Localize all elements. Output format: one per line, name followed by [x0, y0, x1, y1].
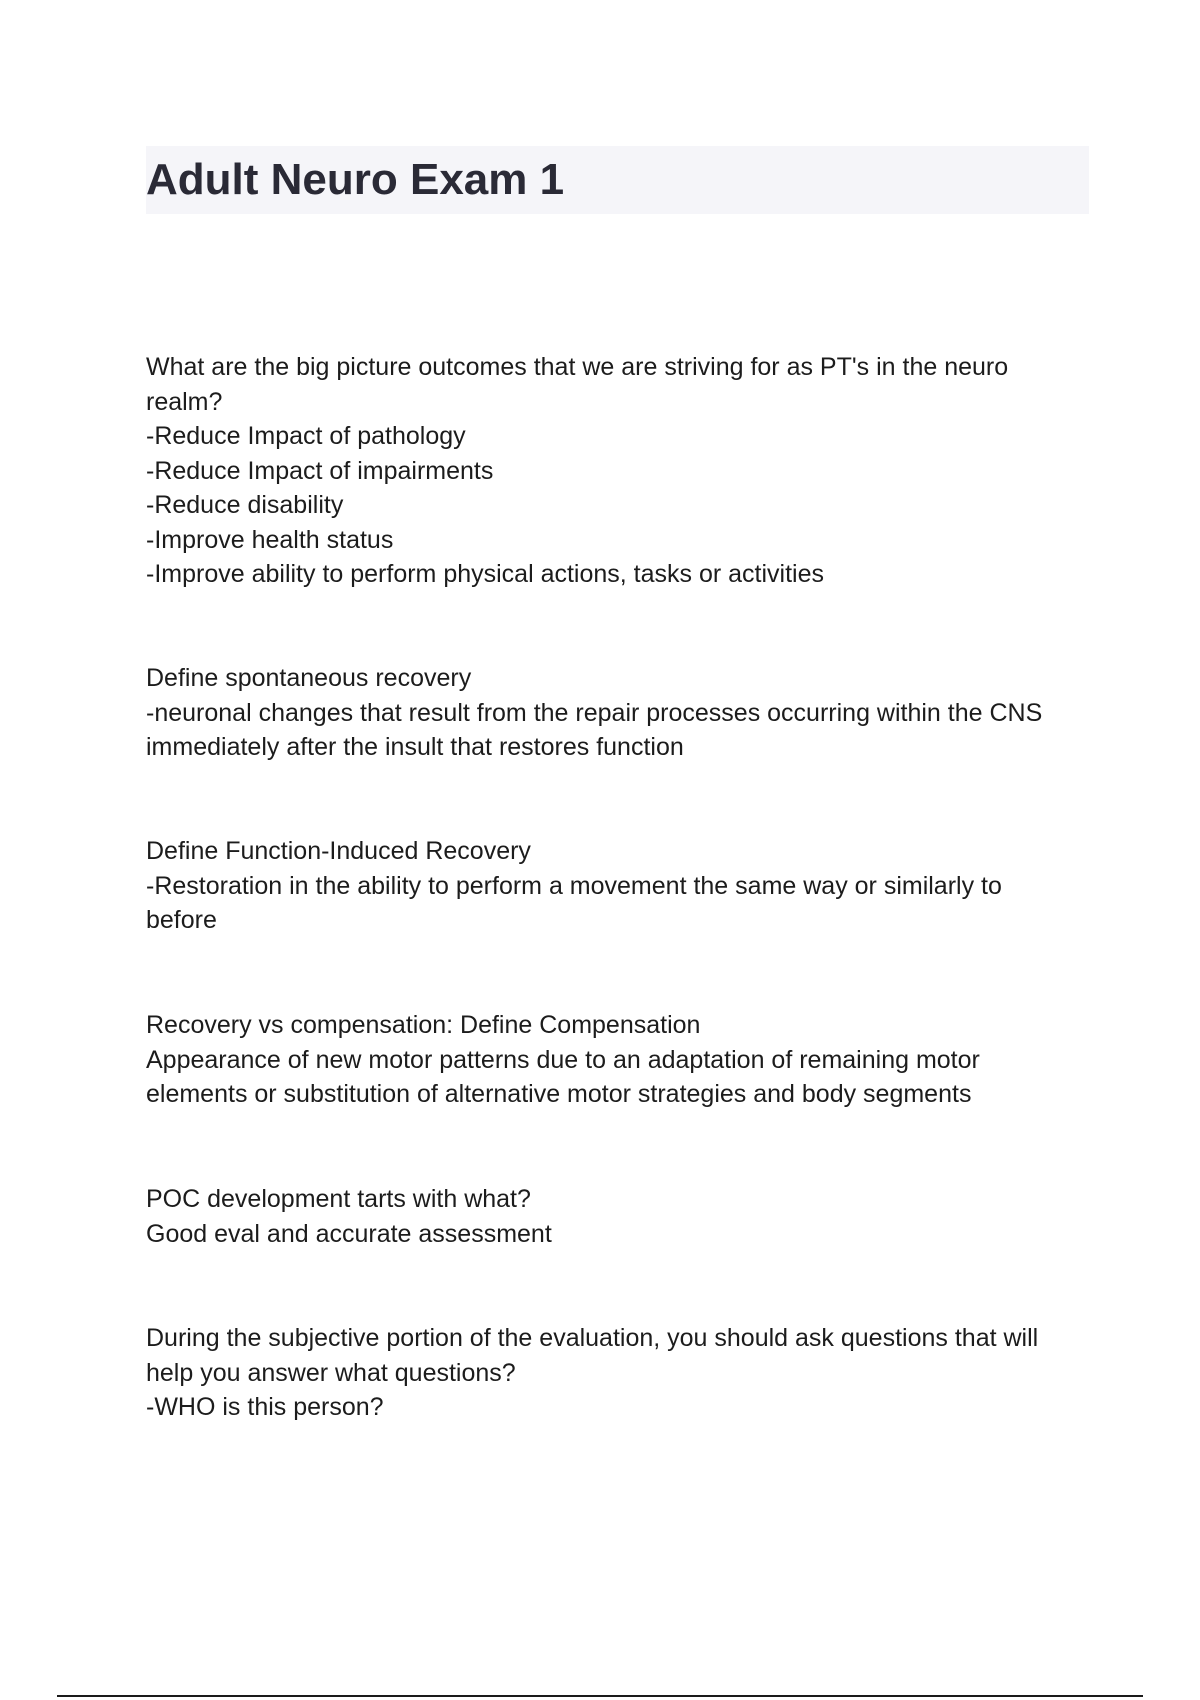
question-text: Recovery vs compensation: Define Compensation — [146, 1011, 701, 1039]
answer-line: immediately after the insult that restores function — [146, 733, 684, 761]
question-text: POC development tarts with what? — [146, 1185, 531, 1213]
answer-line: elements or substitution of alternative motor strategies and body segments — [146, 1080, 972, 1108]
title-banner — [146, 146, 1089, 214]
page-title: Adult Neuro Exam 1 — [146, 155, 565, 204]
qa-card-1 — [146, 350, 1096, 592]
answer-line: -Reduce Impact of impairments — [146, 456, 494, 485]
answer-line: before — [146, 906, 217, 934]
question-text: During the subjective portion of the evaluation, you should ask questions that will — [146, 1324, 1039, 1352]
answer-line: -Reduce Impact of pathology — [146, 422, 466, 450]
qa-card-2 — [146, 661, 1096, 765]
question-text: What are the big picture outcomes that we are striving for as PT's in the neuro — [146, 353, 1009, 381]
qa-card-6 — [146, 1321, 1096, 1425]
question-text: realm? — [146, 387, 223, 416]
answer-line: -Reduce disability — [146, 491, 344, 519]
qa-card-5 — [146, 1182, 1096, 1251]
answer-line: Good eval and accurate assessment — [146, 1219, 552, 1248]
qa-card-3 — [146, 834, 1096, 938]
footer-divider — [57, 1695, 1143, 1697]
answer-line: -Improve health status — [146, 525, 394, 554]
question-text: Define Function-Induced Recovery — [146, 837, 531, 865]
question-text: Define spontaneous recovery — [146, 664, 472, 692]
answer-line: -Improve ability to perform physical actions, tasks or activities — [146, 560, 825, 588]
answer-line: Appearance of new motor patterns due to an adaptation of remaining motor — [146, 1045, 980, 1074]
answer-line: -neuronal changes that result from the repair processes occurring within the CNS — [146, 698, 1043, 727]
question-text: help you answer what questions? — [146, 1358, 516, 1387]
answer-line: -Restoration in the ability to perform a movement the same way or similarly to — [146, 871, 1002, 900]
qa-card-4 — [146, 1008, 1096, 1112]
answer-line: -WHO is this person? — [146, 1393, 384, 1421]
